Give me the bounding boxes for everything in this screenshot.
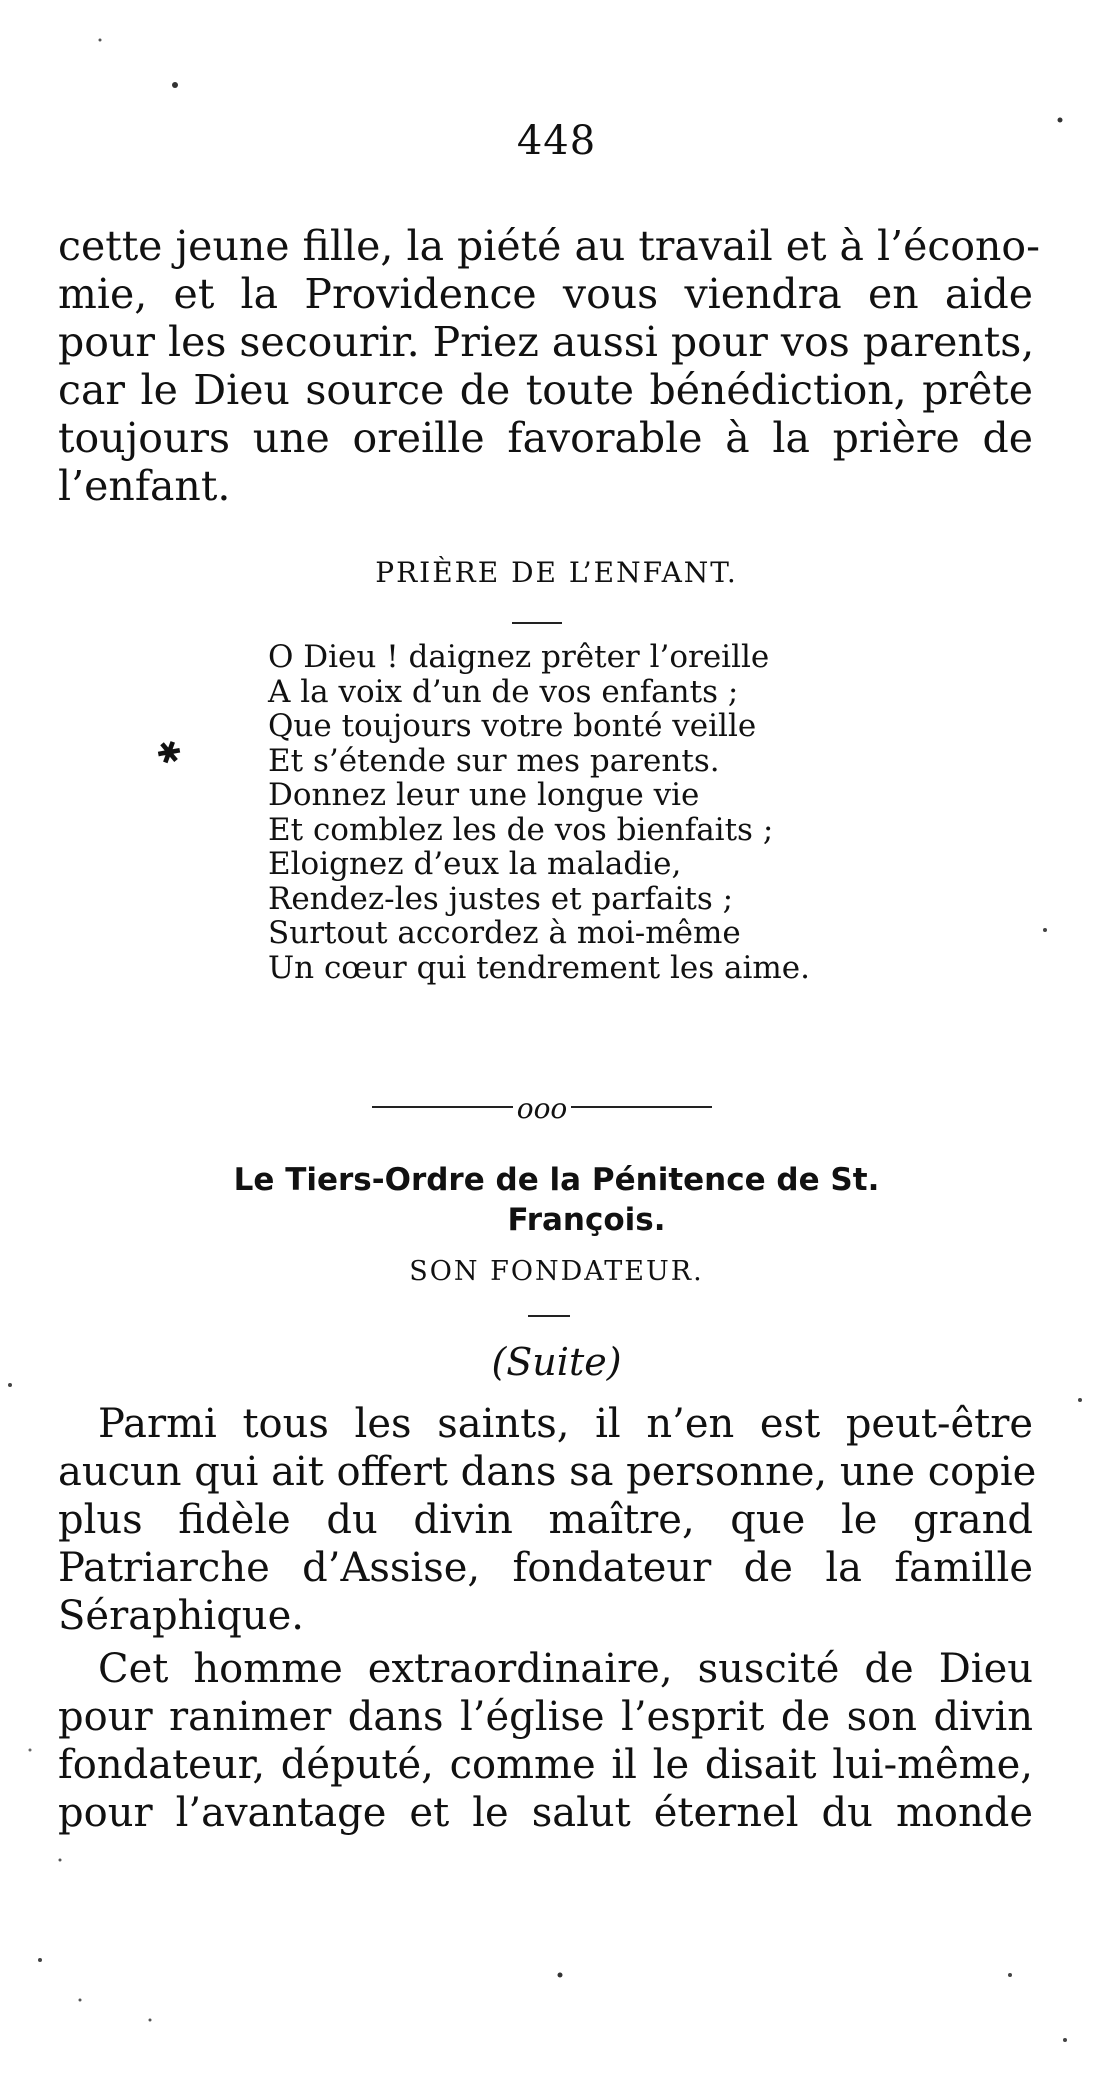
poem-line: Et s’étende sur mes parents. xyxy=(268,742,720,779)
body-paragraph xyxy=(58,1645,1033,1837)
text-line: Séraphique. xyxy=(58,1593,304,1639)
divider-bar xyxy=(571,1106,712,1108)
divider-ornament: ooo xyxy=(516,1092,568,1125)
text-line: aucun qui ait offert dans sa personne, une copie xyxy=(58,1449,1037,1495)
poem-line: Eloignez d’eux la maladie, xyxy=(268,846,682,882)
poem-line: O Dieu ! daignez prêter l’oreille xyxy=(268,639,770,675)
poem-line: Surtout accordez à moi-même xyxy=(268,915,741,951)
page-number: 448 xyxy=(516,118,597,164)
text-line: toujours une oreille favorable à la prière de xyxy=(58,414,1033,462)
poem-line: Donnez leur une longue vie xyxy=(268,777,700,813)
poem-line: Rendez-les justes et parfaits ; xyxy=(268,880,734,917)
poem-line: Et comblez les de vos bienfaits ; xyxy=(268,811,774,848)
poem-line: Que toujours votre bonté veille xyxy=(268,708,757,744)
text-line: Parmi tous les saints, il n’en est peut-être xyxy=(98,1401,1033,1447)
founder-subtitle: SON FONDATEUR. xyxy=(409,1256,704,1287)
body-paragraph xyxy=(58,1400,1037,1640)
text-line: cette jeune fille, la piété au travail et à l’écono- xyxy=(58,222,1040,270)
section-rule xyxy=(512,622,562,624)
section-divider xyxy=(372,1090,712,1123)
prayer-title: PRIÈRE DE L’ENFANT. xyxy=(375,556,738,589)
chapter-heading-line-2: François. xyxy=(507,1202,666,1238)
section-rule xyxy=(528,1315,570,1317)
text-line: plus fidèle du divin maître, que le grand xyxy=(58,1497,1033,1543)
text-line: fondateur, député, comme il le disait lui-même, xyxy=(58,1742,1033,1788)
poem xyxy=(268,640,810,985)
text-line: Patriarche d’Assise, fondateur de la famille xyxy=(58,1545,1033,1591)
asterisk-ornament: ✱ xyxy=(150,732,187,775)
suite-label: (Suite) xyxy=(491,1340,622,1384)
text-line: mie, et la Providence vous viendra en aide xyxy=(58,270,1033,318)
text-line: pour l’avantage et le salut éternel du monde xyxy=(58,1790,1033,1836)
text-line: Cet homme extraordinaire, suscité de Dieu xyxy=(98,1646,1033,1692)
divider-bar xyxy=(372,1106,513,1108)
text-line: pour les secourir. Priez aussi pour vos parents, xyxy=(58,318,1035,366)
poem-line: A la voix d’un de vos enfants ; xyxy=(268,673,739,710)
text-line: car le Dieu source de toute bénédiction, prête xyxy=(58,366,1033,414)
text-line: pour ranimer dans l’église l’esprit de son divin xyxy=(58,1694,1033,1740)
chapter-heading-line-1: Le Tiers-Ordre de la Pénitence de St. xyxy=(233,1162,880,1198)
text-line: l’enfant. xyxy=(58,462,231,510)
poem-line: Un cœur qui tendrement les aime. xyxy=(268,949,810,986)
intro-paragraph xyxy=(58,222,1040,510)
